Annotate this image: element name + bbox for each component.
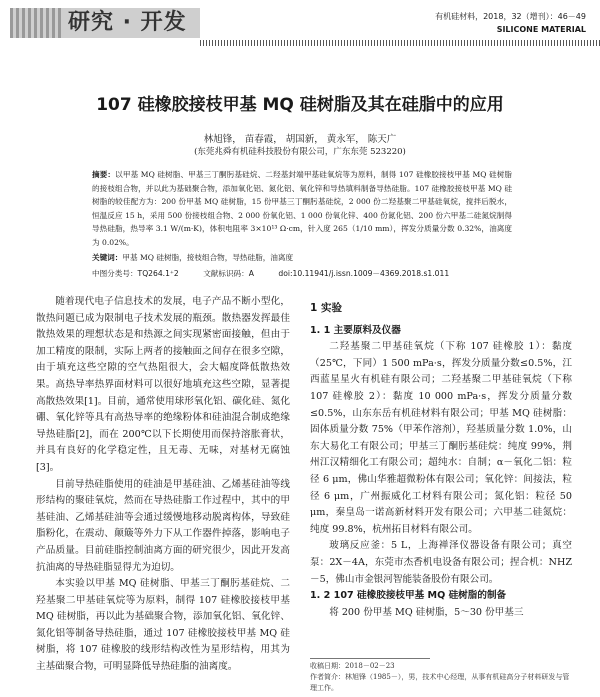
journal-citation: 有机硅材料，2018，32（增刊）：46－49 [435, 12, 586, 21]
classification-line [92, 268, 522, 279]
abstract [92, 168, 512, 249]
journal-info [435, 10, 586, 36]
authors: 林旭锋， 苗春霞， 胡国新， 黄永军， 陈天广 [203, 134, 397, 145]
section-tag-stripe [10, 8, 62, 38]
header-hatch-rule [200, 40, 600, 46]
keywords [92, 252, 512, 263]
materials-paragraph: 二羟基聚二甲基硅氧烷（下称 107 硅橡胶 1）：黏度（25℃，下同）1 500 mPa·s，挥发分质量分数≤0.5%，江西蓝星星火有机硅有限公司；二羟基聚二甲基硅氧烷（下称 107 硅橡胶 2）：黏度 10 000 mPa·s，挥发分质量分数≤0.5%，山东东岳有机硅材料有限公司；甲基 MQ 硅树脂：固体质量分数 75%（甲苯作溶剂），羟基质量分数 1.0%，山东大易化工有限公司；甲基三丁酮肟基硅烷：纯度 99%，荆州江汉精细化工有限公司；超纯水：自制；α－氧化二铝：粒径 6 μm，佛山华雅超微粉体有限公司；氧化锌：间接法，粒径 6 μm，广州振威化工材料有限公司；氮化铝：粒径 50 μm，秦皇岛一诺高新材料开发有限公司；六甲基二硅氮烷：纯度 99.8%，杭州拓目材料有限公司。 [310, 341, 572, 535]
section-tag [10, 8, 200, 38]
right-column [310, 300, 572, 621]
equipment-paragraph: 玻璃反应釜：5 L，上海禅泽仪器设备有限公司；真空泵：2X－4A，东莞市杰香机电设备有限公司；捏合机：NHZ－5，佛山市金银河智能装备股份有限公司。 [310, 540, 572, 585]
keywords-text: 甲基 MQ 硅树脂，接枝组合物，导热硅脂，油离度 [122, 253, 294, 262]
journal-name-en: SILICONE MATERIAL [496, 25, 586, 34]
clc-number: 中图分类号：TQ264.1⁺2 [92, 269, 179, 278]
footnote [310, 658, 572, 694]
keywords-label: 关键词： [92, 253, 123, 262]
subsection-heading: 1. 2 107 硅橡胶接枝甲基 MQ 硅树脂的制备 [310, 590, 507, 602]
intro-paragraph: 目前导热硅脂使用的硅油是甲基硅油、乙烯基硅油等线形结构的聚硅氧烷，然而在导热硅脂工作过程中，其中的甲基硅油、乙烯基硅油等会通过缓慢地移动脱离构体，导致硅脂粉化，在震动、颠簸等外力下从工作器件掉落，影响电子产品质量。目前硅脂控制油离方面的研究很少，因此开发高抗油离的导热硅脂显得尤为迫切。 [36, 478, 290, 573]
footnote-rule [310, 658, 430, 659]
article-title: 107 硅橡胶接枝甲基 MQ 硅树脂及其在硅脂中的应用 [96, 95, 504, 115]
intro-paragraph: 随着现代电子信息技术的发展，电子产品不断小型化，散热问题已成为限制电子技术发展的瓶颈。散热器发挥最佳散热效果的理想状态是和热源之间实现紧密面接触，但由于加工精度的限制，实际上两者的接触面之间存在很多空隙，由于填充这些空隙的空气热阻很大，会大幅度降低散热效果。高热导率热界面材料可以很好地填充这些空隙，显著提高散热效果[1]。目前，通常使用球形氧化铝、碳化硅、氮化硼、氧化锌等具有高热导率的绝缘粉体和硅油混合制成绝缘导热硅脂[2]，而在 200℃以下长期使用而保持溶胀膏状，并具有良好的化学稳定性，且无毒、无味，对基材无腐蚀[3]。 [36, 296, 290, 473]
journal-header [0, 0, 600, 50]
left-column [36, 294, 290, 676]
document-code: 文献标识码：A [203, 269, 254, 278]
subsection-heading: 1. 1 主要原料及仪器 [310, 324, 401, 336]
affiliation: (东莞兆舜有机硅科技股份有限公司，广东东莞 523220) [194, 147, 406, 157]
section-tag-label: 研究 · 开发 [68, 10, 187, 35]
section-heading: 1 实验 [310, 302, 342, 314]
received-date: 收稿日期：2018－02－23 [310, 662, 395, 670]
intro-paragraph: 本实验以甲基 MQ 硅树脂、甲基三丁酮肟基硅烷、二羟基聚二甲基硅氧烷等为原料，制得 107 硅橡胶接枝甲基 MQ 硅树脂，再以此为基础聚合物，添加氧化铝、氧化锌、氮化铝等制备导热硅脂，通过 107 硅橡胶接枝甲基 MQ 硅树脂，将 107 硅橡胶的线形结构改性为星形结构，用其为主基础聚合物，可明显降低导热硅脂的油离度。 [36, 578, 290, 673]
prep-paragraph: 将 200 份甲基 MQ 硅树脂，5～30 份甲基三 [329, 606, 524, 618]
author-bio: 作者简介：林旭锋（1985－），男，技术中心经理，从事有机硅高分子材料研发与管理工作。 [310, 673, 570, 692]
abstract-label: 摘要： [92, 170, 116, 179]
abstract-text: 以甲基 MQ 硅树脂、甲基三丁酮肟基硅烷、二羟基封端甲基硅氧烷等为原料，制得 107 硅橡胶接枝甲基 MQ 硅树脂的接枝组合物，并以此为基础聚合物，添加氧化铝、氮化铝、氧化锌和导热填料制备导热硅脂。107 硅橡胶接枝甲基 MQ 硅树脂的较佳配方为：200 份甲基 MQ 硅树脂，15 份甲基三丁酮肟基硅烷，2 000 份二羟基聚二甲基硅氧烷，搅拌后脱水，恒温反应 15 h，采用 500 份接枝组合物、2 000 份氧化铝、1 000 份氧化锌、400 份氮化铝、200 份六甲基二硅氮烷制得导热硅脂，热导率 3.1 W/(m·K)，体积电阻率 3×10¹³ Ω·cm，针入度 265（1/10 mm），挥发分质量分数 0.32%，油离度为 0.02%。 [92, 170, 512, 247]
doi: doi:10.11941/j.issn.1009－4369.2018.s1.011 [278, 269, 450, 278]
